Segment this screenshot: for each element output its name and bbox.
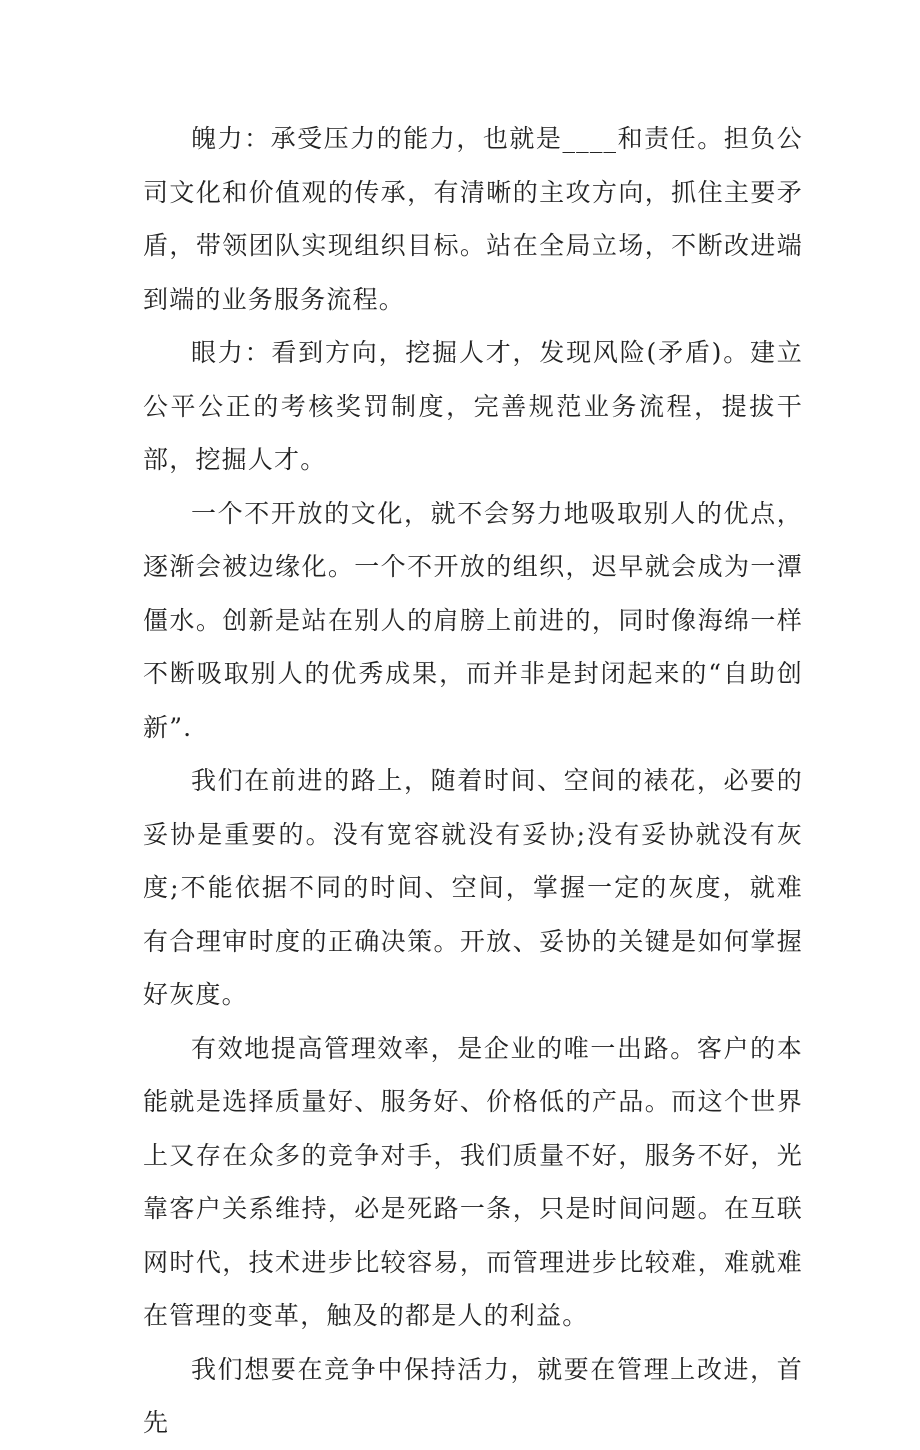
paragraph-compromise: 我们在前进的路上，随着时间、空间的裱花，必要的妥协是重要的。没有宽容就没有妥协;没有妥协就没有灰度;不能依据不同的时间、空间，掌握一定的灰度，就难有合理审时度的正确决策。开放、妥协的关键是如何掌握好灰度。	[143, 766, 803, 1009]
paragraph-openness: 一个不开放的文化，就不会努力地吸取别人的优点，逐渐会被边缘化。一个不开放的组织，迟早就会成为一潭僵水。创新是站在别人的肩膀上前进的，同时像海绵一样不断吸取别人的优秀成果，而并非是封闭起来的“自助创新”.	[143, 498, 803, 742]
paragraph-vision: 眼力：看到方向，挖掘人才，发现风险(矛盾)。建立公平公正的考核奖罚制度，完善规范业务流程，提拔干部，挖掘人才。	[143, 338, 803, 474]
paragraph-efficiency: 有效地提高管理效率，是企业的唯一出路。客户的本能就是选择质量好、服务好、价格低的产品。而这个世界上又存在众多的竞争对手，我们质量不好，服务不好，光靠客户关系维持，必是死路一条，只是时间问题。在互联网时代，技术进步比较容易，而管理进步比较难，难就难在管理的变革，触及的都是人的利益。	[143, 1033, 803, 1330]
paragraph-competition: 我们想要在竞争中保持活力，就要在管理上改进，首先	[143, 1354, 803, 1437]
document-body	[143, 112, 803, 1450]
paragraph-courage: 魄力：承受压力的能力，也就是____和责任。担负公司文化和价值观的传承，有清晰的主攻方向，抓住主要矛盾，带领团队实现组织目标。站在全局立场，不断改进端到端的业务服务流程。	[143, 124, 803, 314]
